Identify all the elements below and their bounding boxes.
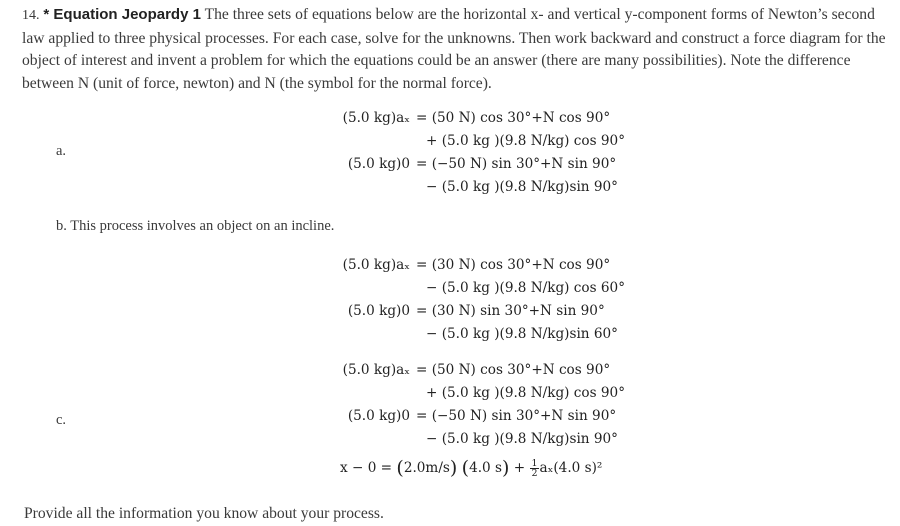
footer-instruction: Provide all the information you know about your process. [24,505,384,522]
part-c-label: c. [56,412,67,428]
equation-lhs: (5.0 kg)aₓ [342,257,410,273]
equation-rhs: = (30 N) sin 30°+N sin 90° [416,303,605,319]
kinematics-time: 4.0 s [469,460,502,476]
kinematics-tail: aₓ(4.0 s)² [539,460,603,476]
equation-lhs: (5.0 kg)aₓ [342,110,410,126]
kinematics-equation: x − 0 = (2.0m/s) (4.0 s) + $\frac{1}{2}$ aₓ(4.0 s)² [340,457,603,479]
kinematics-velocity: 2.0m/s [403,460,450,476]
equation-lhs: (5.0 kg)aₓ [342,362,410,378]
kinematics-start: x − 0 = [340,460,393,476]
part-a-label: a. [56,143,67,159]
equation-rhs: + (5.0 kg )(9.8 N/kg) cos 90° [426,133,625,149]
equation-rhs: = (50 N) cos 30°+N cos 90° [416,362,611,378]
equation-lhs: (5.0 kg)0 [347,408,410,424]
equation-rhs: = (30 N) cos 30°+N cos 90° [416,257,611,273]
one-half-fraction [530,459,538,478]
problem-intro: The three sets of equations below are the horizontal x- and vertical y-component forms of Newton’s second law applied to three physical processes. For each case, solve for the unknowns. Then work backward and construct a force diagram for the object of interest and invent a problem for which the equations could be an answer (there are many possibilities). Note the difference between N (unit of force, newton) and N (the symbol for the normal force). [22,6,886,92]
problem-statement [22,4,890,95]
kinematics-plus: + [513,460,526,476]
equation-rhs: − (5.0 kg )(9.8 N/kg)sin 60° [426,326,618,342]
problem-number: 14. [22,8,40,23]
equation-rhs: = (−50 N) sin 30°+N sin 90° [416,156,617,172]
part-b-label: b. This process involves an object on an incline. [56,218,335,234]
equation-rhs: − (5.0 kg )(9.8 N/kg)sin 90° [426,179,618,195]
fraction-denominator: 2 [531,468,538,479]
equation-rhs: = (−50 N) sin 30°+N sin 90° [416,408,617,424]
fraction-numerator: 1 [531,458,538,469]
equation-rhs: − (5.0 kg )(9.8 N/kg)sin 90° [426,431,618,447]
equation-rhs: − (5.0 kg )(9.8 N/kg) cos 60° [426,280,625,296]
equation-rhs: + (5.0 kg )(9.8 N/kg) cos 90° [426,385,625,401]
problem-title: * Equation Jeopardy 1 [43,6,201,23]
equation-rhs: = (50 N) cos 30°+N cos 90° [416,110,611,126]
equation-lhs: (5.0 kg)0 [347,156,410,172]
equation-lhs: (5.0 kg)0 [347,303,410,319]
